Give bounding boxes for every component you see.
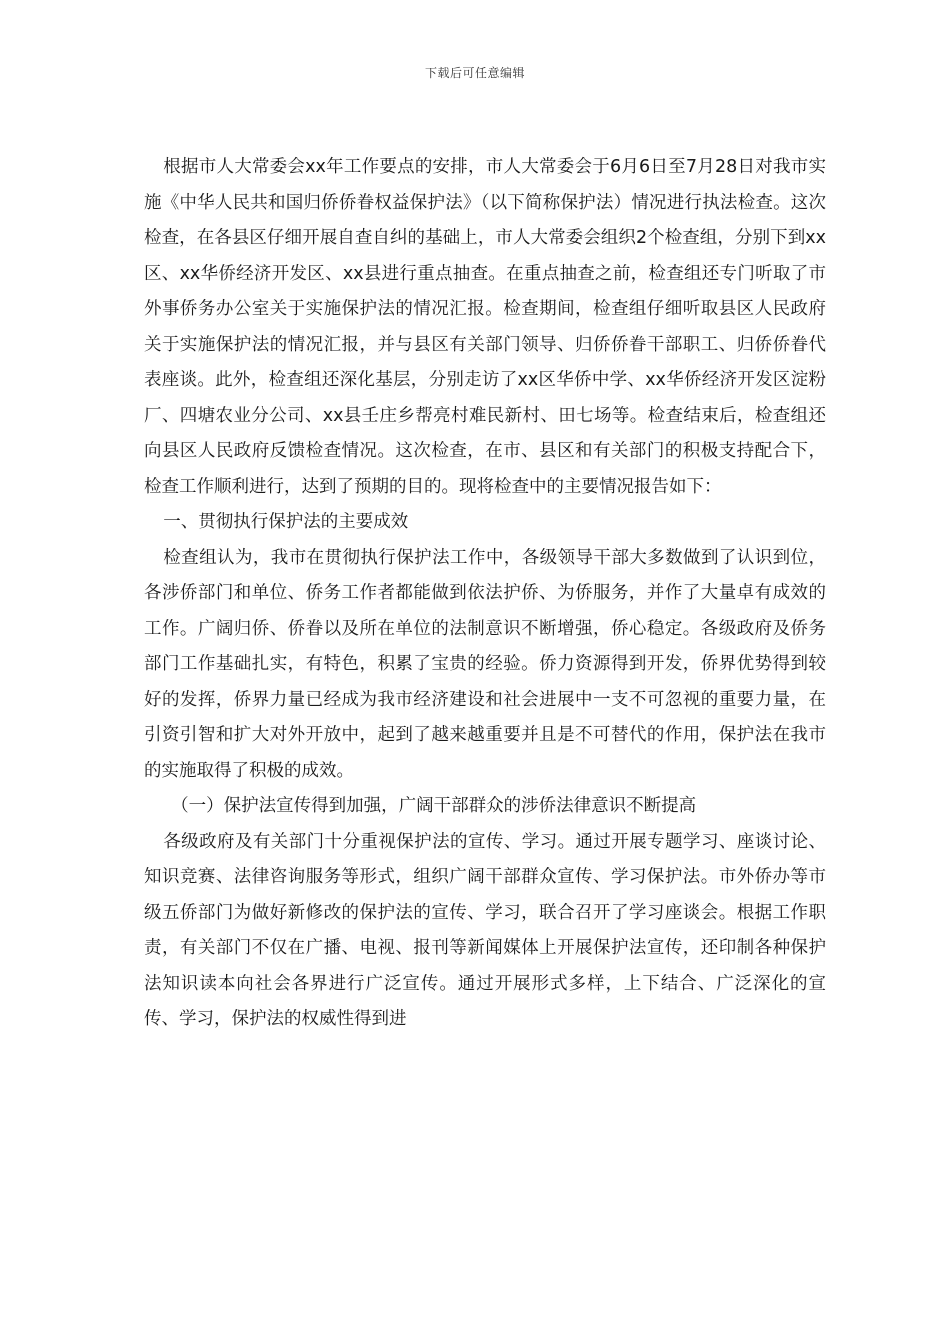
- page-header-note: 下载后可任意编辑: [424, 66, 525, 80]
- subsection-paragraph-publicity: 各级政府及有关部门十分重视保护法的宣传、学习。通过开展专题学习、座谈讨论、知识竞赛、法律咨询服务等形式，组织广阔干部群众宣传、学习保护法。市外侨办等市级五侨部门为做好新修改的保护法的宣传、学习，联合召开了学习座谈会。根据工作职责，有关部门不仅在广播、电视、报刊等新闻媒体上开展保护法宣传，还印制各种保护法知识读本向社会各界进行广泛宣传。通过开展形式多样，上下结合、广泛深化的宣传、学习，保护法的权威性得到进: [144, 831, 826, 1029]
- intro-paragraph: 根据市人大常委会xx年工作要点的安排，市人大常委会于6月6日至7月28日对我市实施《中华人民共和国归侨侨眷权益保护法》（以下简称保护法）情况进行执法检查。这次检查，在各县区仔细开展自查自纠的基础上，市人大常委会组织2个检查组，分别下到xx区、xx华侨经济开发区、xx县进行重点抽查。在重点抽查之前，检查组还专门听取了市外事侨务办公室关于实施保护法的情况汇报。检查期间，检查组仔细听取县区人民政府关于实施保护法的情况汇报，并与县区有关部门领导、归侨侨眷干部职工、归侨侨眷代表座谈。此外，检查组还深化基层，分别走访了xx区华侨中学、xx华侨经济开发区淀粉厂、四塘农业分公司、xx县壬庄乡帮亮村难民新村、田七场等。检查结束后，检查组还向县区人民政府反馈检查情况。这次检查，在市、县区和有关部门的积极支持配合下，检查工作顺利进行，达到了预期的目的。现将检查中的主要情况报告如下：: [144, 157, 826, 497]
- section-paragraph-achievements: 检查组认为，我市在贯彻执行保护法工作中，各级领导干部大多数做到了认识到位，各涉侨部门和单位、侨务工作者都能做到依法护侨、为侨服务，并作了大量卓有成效的工作。广阔归侨、侨眷以及所在单位的法制意识不断增强，侨心稳定。各级政府及侨务部门工作基础扎实，有特色，积累了宝贵的经验。侨力资源得到开发，侨界优势得到较好的发挥，侨界力量已经成为我市经济建设和社会进展中一支不可忽视的重要力量，在引资引智和扩大对外开放中，起到了越来越重要并且是不可替代的作用，保护法在我市的实施取得了积极的成效。: [144, 547, 826, 781]
- document-body: [144, 150, 826, 1038]
- section-heading-achievements: 一、贯彻执行保护法的主要成效: [163, 512, 409, 532]
- subsection-heading-publicity: （一）保护法宣传得到加强，广阔干部群众的涉侨法律意识不断提高: [171, 796, 697, 816]
